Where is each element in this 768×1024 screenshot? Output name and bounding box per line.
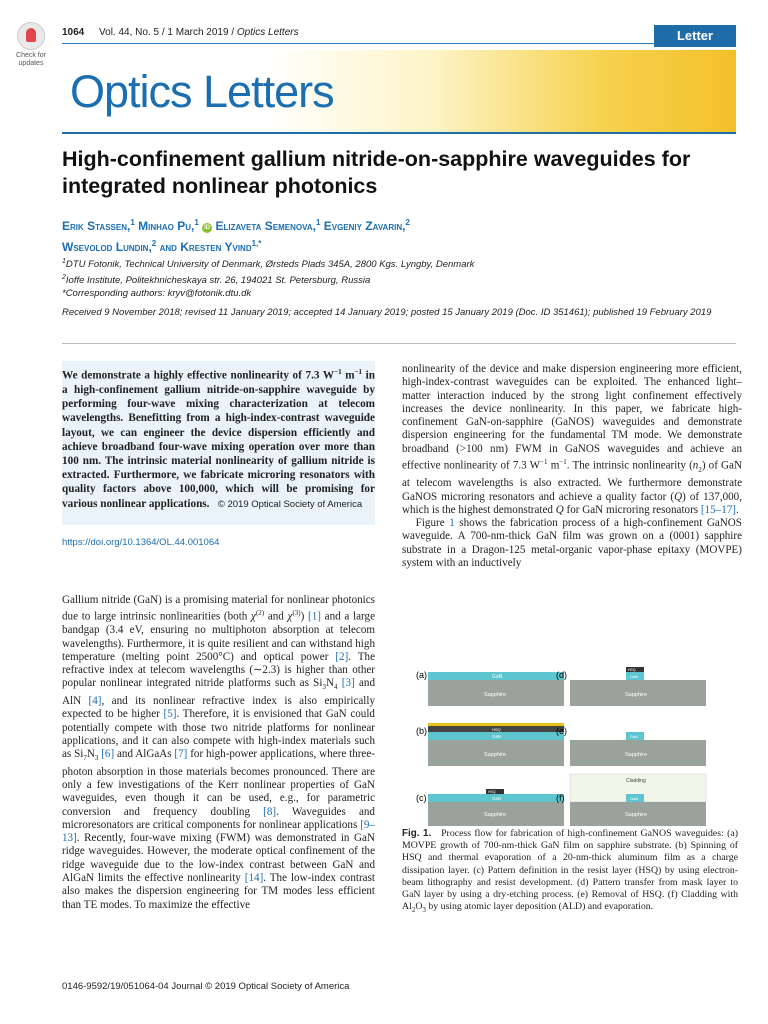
reference-link[interactable]: [14] bbox=[244, 872, 264, 885]
svg-text:Sapphire: Sapphire bbox=[484, 812, 507, 818]
reference-link[interactable]: [1] bbox=[308, 610, 321, 623]
panel-a bbox=[416, 670, 564, 706]
check-for-updates-badge[interactable] bbox=[14, 22, 48, 68]
panel-label: (b) bbox=[416, 726, 427, 736]
affiliation: $^1$DTU Fotonik, Technical University of Denmark, Ørsteds Plads 345A, 2800 Kgs. Lyngby, Denmark bbox=[62, 258, 475, 271]
running-header bbox=[62, 27, 299, 38]
svg-text:Sapphire: Sapphire bbox=[625, 752, 648, 758]
affiliations bbox=[62, 255, 732, 300]
article-title: High-confinement gallium nitride-on-sapphire waveguides for integrated nonlinear photonics bbox=[62, 147, 691, 198]
reference-link[interactable]: [7] bbox=[174, 748, 188, 761]
svg-text:Sapphire: Sapphire bbox=[484, 752, 507, 758]
svg-text:Sapphire: Sapphire bbox=[484, 692, 507, 698]
svg-text:Sapphire: Sapphire bbox=[625, 692, 648, 698]
svg-text:HSQ: HSQ bbox=[628, 668, 636, 672]
copyright: © 2019 Optical Society of America bbox=[217, 498, 363, 510]
banner-rule bbox=[62, 132, 736, 134]
reference-link[interactable]: [2] bbox=[335, 650, 349, 663]
panel-label: (c) bbox=[416, 793, 427, 803]
reference-link[interactable]: [9–13] bbox=[62, 818, 375, 845]
badge-label: Check for updates bbox=[16, 52, 46, 67]
reference-link[interactable]: [6] bbox=[101, 748, 115, 761]
reference-link[interactable]: [4] bbox=[88, 694, 102, 707]
al-layer bbox=[428, 723, 564, 726]
svg-text:GaN: GaN bbox=[492, 796, 502, 801]
author-list: Erik Stassen,$^1$ Minhao Pu,$^1$ iD Elizaveta Semenova,$^1$ Evgeniy Zavarin,$^2$ Wsevolod Lundin,$^2$ and Kresten Yvind$^{1,*}$ bbox=[62, 218, 410, 254]
panel-b bbox=[416, 723, 564, 766]
crossmark-icon bbox=[17, 22, 45, 50]
author-name[interactable]: Minhao Pu, bbox=[138, 219, 195, 233]
page-number: 1064 bbox=[62, 27, 85, 38]
reference-link[interactable]: [15–17] bbox=[700, 503, 736, 516]
author-name[interactable]: Elizaveta Semenova, bbox=[215, 219, 316, 233]
panel-c bbox=[416, 789, 564, 826]
reference-link[interactable]: [8] bbox=[263, 805, 277, 818]
panel-f bbox=[556, 774, 706, 826]
svg-text:Sapphire: Sapphire bbox=[625, 812, 648, 818]
panel-label: (d) bbox=[556, 670, 567, 680]
body-text-left: Gallium nitride (GaN) is a promising material for nonlinear photonics due to large intrinsic nonlinearities (both $\chi^{(2)}$ and $\chi^{(3)}$) [1] and a large bandgap (3.4 eV, ensuring no multiphoton absorption at telecom wavelengths). Furthermore, it is quite resilient and can withstand high temperature (melting point 2500°C) and optical power [2]. The refractive index at telecom wavelengths (∼2.3) is higher than other popular nonlinear integrated nitride platforms such as $Si_3N_4$ [3] and AlN [4], and its nonlinear refractive index is also empirically expected to be higher [5]. Therefore, it is envisioned that GaN could potentially compete with those two nitride platforms for nonlinear applications, and it can also compete with high-index materials such as $Si_7N_3$ [6] and AlGaAs [7] for high-power applications, where three-photon absorption in those materials becomes pronounced. There are only a few investigations of the Kerr nonlinear properties of GaN waveguides, even though it can be used, e.g., for parametric conversion and frequency doubling [8]. Waveguides and microresonators are critical components for nonlinear applications [9–13]. Recently, four-wave mixing (FWM) was demonstrated in GaN ridge waveguides. However, the moderate optical confinement of the ridge waveguide due to the low-index contrast between GaN and AlGaN limits the effective nonlinearity [14]. The low-index contrast also makes the dispersion engineering for TM modes less efficient than TE modes. To maximize the effective bbox=[62, 594, 376, 911]
svg-text:GaN: GaN bbox=[630, 734, 639, 739]
affiliation: $^2$Ioffe Institute, Politekhnicheskaya str. 26, 194021 St. Petersburg, Russia bbox=[62, 274, 371, 287]
svg-text:Cladding: Cladding bbox=[626, 778, 646, 784]
svg-text:HSQ: HSQ bbox=[488, 790, 496, 794]
body-text-right: nonlinearity of the device and make dispersion engineering more efficient, high-index-contrast waveguides can be exploited. The enhanced light–matter interaction induced by the strong light confinement effectively increases the device nonlinearity. In this paper, we fabricate high-confinement GaN-on-sapphire (GaNOS) waveguides and demonstrate dispersion engineering for the fundamental TM mode. We demonstrate broadband (>100 nm) FWM in GaNOS waveguides and achieve an effective nonlinearity of 7.3 $W^{-1}$ $m^{-1}$. The intrinsic nonlinearity $(n_2)$ of GaN at telecom wavelengths is also extracted. We furthermore demonstrate GaNOS microring resonators and achieve a quality factor (Q) of 137,000, which is the highest demonstrated Q for GaN microring resonators [15–17]. Figure 1 shows the fabrication process of a high-confinement GaNOS waveguide. A 700-nm-thick GaN film was grown on a (0001) sapphire substrate in a Dragon-125 metal-organic vapor-phase epitaxy (MOVPE) system with an inductively bbox=[402, 363, 743, 570]
reference-link[interactable]: [5] bbox=[163, 708, 177, 721]
figure-caption: Fig. 1. Process flow for fabrication of high-confinement GaNOS waveguides: (a) MOVPE growth of 700-nm-thick GaN film on sapphire substrate. (b) Spinning of HSQ and thermal evaporation of a 20-nm-thick aluminum film as a charge dissipation layer. (c) Pattern definition in the resist layer (HSQ) by using electron-beam lithography and resist development. (d) Pattern transfer from mask layer to GaN layer by using a dry-etching process. (e) Removal of HSQ. (f) Cladding with $Al_2O_3$ by using atomic layer deposition (ALD) and evaporation. bbox=[402, 828, 738, 915]
journal-italic: Optics Letters bbox=[236, 27, 299, 38]
panel-e bbox=[556, 726, 706, 766]
panel-label: (f) bbox=[556, 793, 565, 803]
author-name[interactable]: and Kresten Yvind bbox=[159, 240, 252, 254]
citation: Vol. 44, No. 5 / 1 March 2019 / bbox=[99, 27, 235, 38]
author-name[interactable]: Evgeniy Zavarin, bbox=[323, 219, 406, 233]
page-footer: 0146-9592/19/051064-04 Journal © 2019 Optical Society of America bbox=[62, 981, 350, 992]
doi-link[interactable]: https://doi.org/10.1364/OL.44.001064 bbox=[62, 537, 220, 548]
svg-text:GaN: GaN bbox=[630, 674, 639, 679]
svg-text:GaN: GaN bbox=[492, 674, 503, 680]
abstract: We demonstrate a highly effective nonlinearity of 7.3 $W^{-1}$ $m^{-1}$ in a high-confinement gallium nitride-on-sapphire waveguide by performing four-wave mixing characterization at telecom wavelengths. Benefitting from a high-index-contrast waveguide layout, we can engineer the device dispersion efficiently and achieve broadband four-wave mixing operation over more than 100 nm. The intrinsic material nonlinearity of gallium nitride is extracted. Furthermore, we fabricate microring resonators with quality factors above 100,000, which will be promising for various nonlinear applications. © 2019 Optical Society of America bbox=[62, 368, 375, 510]
author-name[interactable]: Erik Stassen, bbox=[62, 219, 131, 233]
divider bbox=[62, 343, 736, 344]
article-type-tab: Letter bbox=[654, 25, 736, 47]
svg-text:GaN: GaN bbox=[492, 734, 502, 739]
figure-1-process-flow bbox=[404, 660, 740, 830]
panel-label: (a) bbox=[416, 670, 427, 680]
svg-text:HSQ: HSQ bbox=[492, 727, 501, 732]
svg-text:GaN: GaN bbox=[630, 796, 639, 801]
article-history: Received 9 November 2018; revised 11 January 2019; accepted 14 January 2019; posted 15 January 2019 (Doc. ID 351461); published 19 February 2019 bbox=[62, 307, 712, 318]
orcid-icon[interactable]: iD bbox=[204, 225, 211, 231]
figure-link[interactable]: 1 bbox=[449, 517, 455, 530]
author-name[interactable]: Wsevolod Lundin, bbox=[62, 240, 152, 254]
reference-link[interactable]: [3] bbox=[341, 677, 355, 690]
panel-d bbox=[556, 667, 706, 706]
corresponding-author: *Corresponding authors: kryv@fotonik.dtu.dk bbox=[62, 288, 252, 300]
panel-label: (e) bbox=[556, 726, 567, 736]
figure-label: Fig. 1. bbox=[402, 828, 432, 839]
header-rule bbox=[62, 43, 654, 44]
journal-logo: Optics Letters bbox=[70, 66, 334, 117]
